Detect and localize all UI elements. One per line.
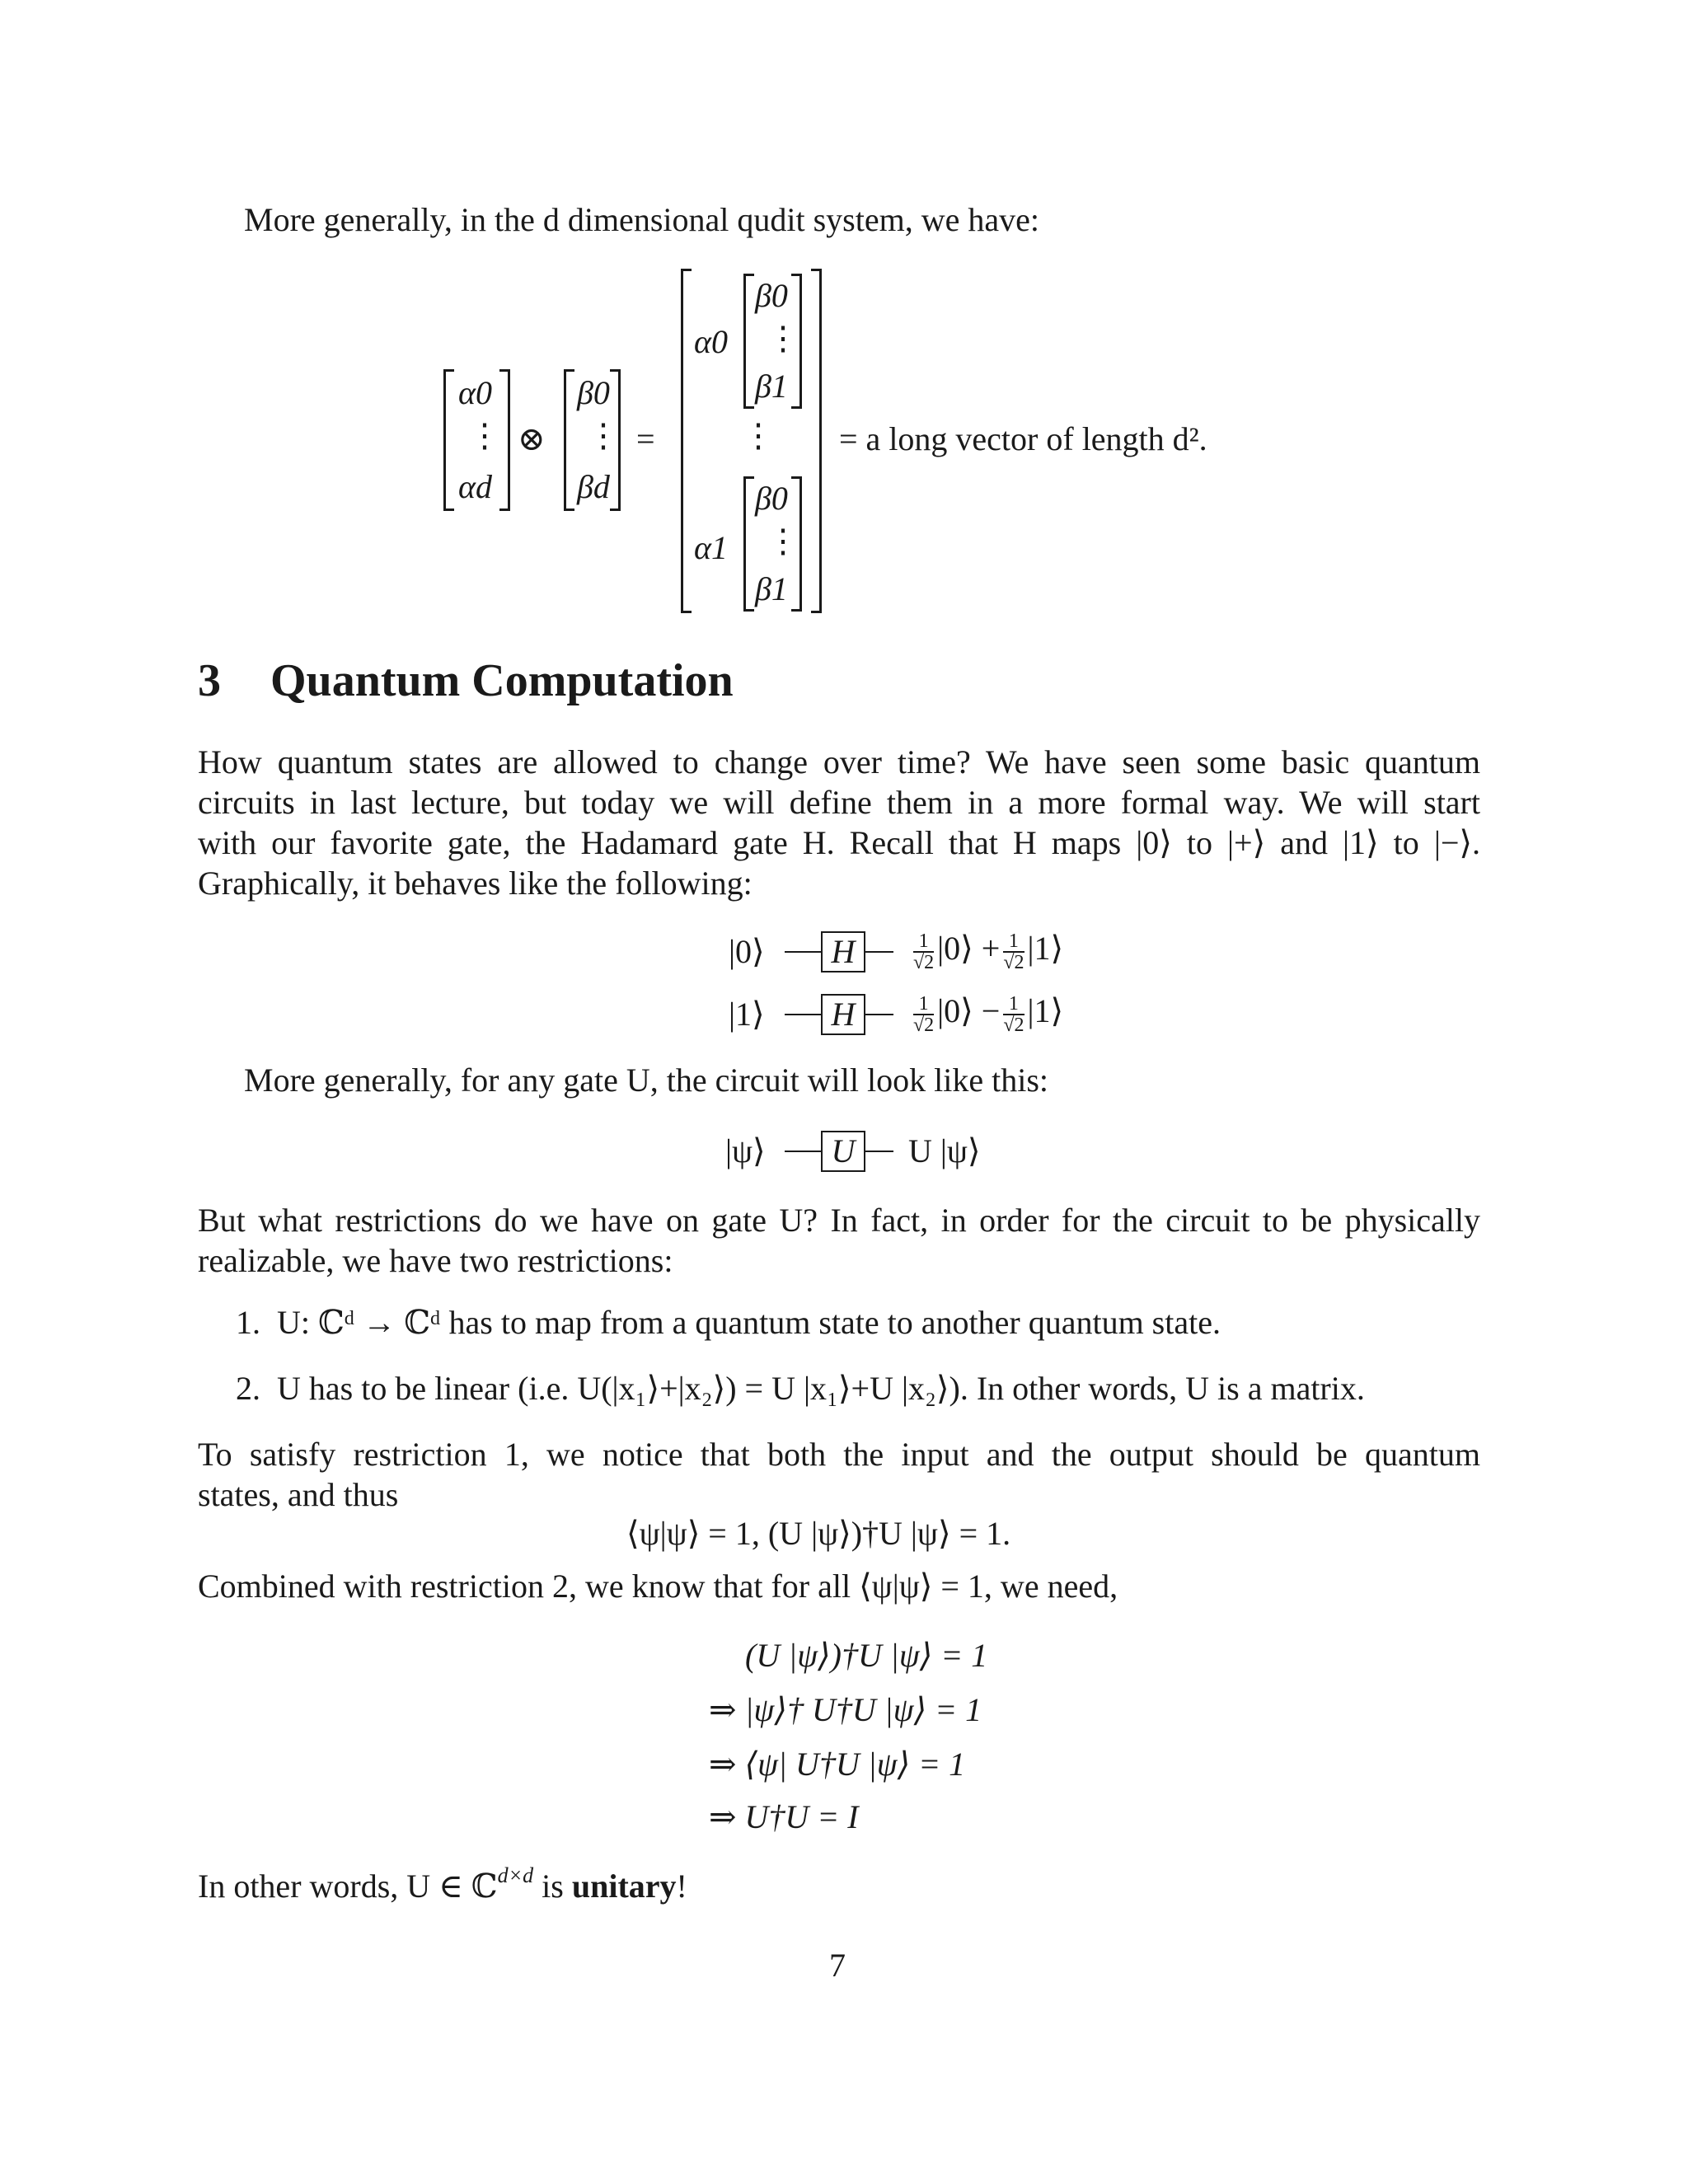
block-entry: β1 [755, 570, 788, 607]
section-number: 3 [198, 655, 221, 706]
circuit-wire [785, 1151, 823, 1152]
paragraph-line: But what restrictions do we have on gate U? In fact, in order for the circuit to be physically [198, 1202, 1480, 1239]
tensor-result-text: = a long vector of length d². [839, 420, 1207, 457]
vec-entry: αd [458, 468, 492, 505]
circuit-wire [865, 1151, 893, 1152]
block-entry: β0 [755, 277, 788, 314]
vec-entry: β0 [577, 374, 610, 411]
circuit-input: |0⟩ [729, 933, 765, 970]
list-item: U has to be linear (i.e. U(|x₁⟩+|x₂⟩) = U |x₁⟩+U |x₂⟩). In other words, U is a matrix. [277, 1370, 1365, 1407]
circuit-wire [785, 1014, 823, 1015]
paragraph-line: To satisfy restriction 1, we notice that both the input and the output should be quantum [198, 1436, 1480, 1473]
equation: ⟨ψ|ψ⟩ = 1, (U |ψ⟩)†U |ψ⟩ = 1. [626, 1515, 1011, 1552]
block-entry: β1 [755, 368, 788, 405]
left-bracket [443, 369, 454, 511]
fraction: $\frac{1}{√2}$ [913, 992, 935, 1036]
hadamard-gate: H [821, 931, 865, 972]
conclusion-line: In other words, U ∈ ℂ$^{d\times d}$ is unitary! [198, 1863, 687, 1905]
paragraph-line: with our favorite gate, the Hadamard gate H. Recall that H maps |0⟩ to |+⟩ and |1⟩ to |−⟩. [198, 824, 1480, 861]
vec-entry: βd [577, 468, 610, 505]
circuit-wire [785, 951, 823, 953]
derivation-step: ⇒ U†U = I [709, 1798, 859, 1835]
big-left-bracket [681, 269, 692, 613]
list-number: 1. [236, 1304, 260, 1341]
list-number: 2. [236, 1370, 260, 1407]
section-heading [198, 656, 734, 705]
list-item: U: ℂᵈ → ℂᵈ has to map from a quantum state to another quantum state. [277, 1304, 1221, 1341]
big-right-bracket [811, 269, 822, 613]
fraction: $\frac{1}{√2}$ [1003, 992, 1025, 1036]
paragraph-line: realizable, we have two restrictions: [198, 1242, 673, 1279]
hadamard-gate: H [821, 994, 865, 1035]
paragraph-line: circuits in last lecture, but today we will define them in a more formal way. We will start [198, 784, 1480, 821]
circuit-input: |1⟩ [729, 996, 765, 1033]
block-entry: ⋮ [767, 320, 799, 357]
equals-symbol: = [636, 420, 655, 457]
circuit-output: $\frac{1}{√2}$ |0⟩ + $\frac{1}{√2}$ |1⟩ [913, 930, 1064, 973]
paragraph-line: How quantum states are allowed to change over time? We have seen some basic quantum [198, 743, 1480, 780]
paragraph-line: Combined with restriction 2, we know that for all ⟨ψ|ψ⟩ = 1, we need, [198, 1568, 1118, 1605]
paragraph-line: Graphically, it behaves like the following: [198, 865, 753, 902]
general-line: More generally, for any gate U, the circuit will look like this: [244, 1062, 1049, 1099]
intro-line: More generally, in the d dimensional qudit system, we have: [244, 201, 1039, 238]
derivation-step: ⇒ |ψ⟩† U†U |ψ⟩ = 1 [709, 1691, 982, 1728]
circuit-output: U |ψ⟩ [908, 1132, 981, 1169]
vec-entry: α0 [458, 374, 492, 411]
inner-left-bracket [743, 476, 754, 612]
otimes-symbol: ⊗ [518, 420, 546, 457]
block-entry: ⋮ [767, 523, 799, 560]
block-coef: α1 [694, 529, 728, 566]
circuit-wire [865, 1014, 893, 1015]
vec-entry: ⋮ [468, 417, 501, 454]
block-vdots: ⋮ [742, 417, 775, 454]
circuit-output: $\frac{1}{√2}$ |0⟩ − $\frac{1}{√2}$ |1⟩ [913, 992, 1064, 1036]
vec-entry: ⋮ [587, 417, 620, 454]
fraction: $\frac{1}{√2}$ [913, 930, 935, 973]
circuit-input: |ψ⟩ [725, 1132, 766, 1169]
left-bracket [564, 369, 574, 511]
circuit-wire [865, 951, 893, 953]
derivation-step: ⇒ ⟨ψ| U†U |ψ⟩ = 1 [709, 1746, 966, 1783]
section-title: Quantum Computation [270, 655, 734, 706]
unitary-gate: U [821, 1131, 865, 1172]
derivation-step: (U |ψ⟩)†U |ψ⟩ = 1 [745, 1637, 988, 1674]
page-number: 7 [829, 1947, 846, 1984]
paragraph-line: states, and thus [198, 1476, 399, 1513]
block-entry: β0 [755, 480, 788, 517]
fraction: $\frac{1}{√2}$ [1003, 930, 1025, 973]
inner-left-bracket [743, 274, 754, 409]
block-coef: α0 [694, 323, 728, 360]
